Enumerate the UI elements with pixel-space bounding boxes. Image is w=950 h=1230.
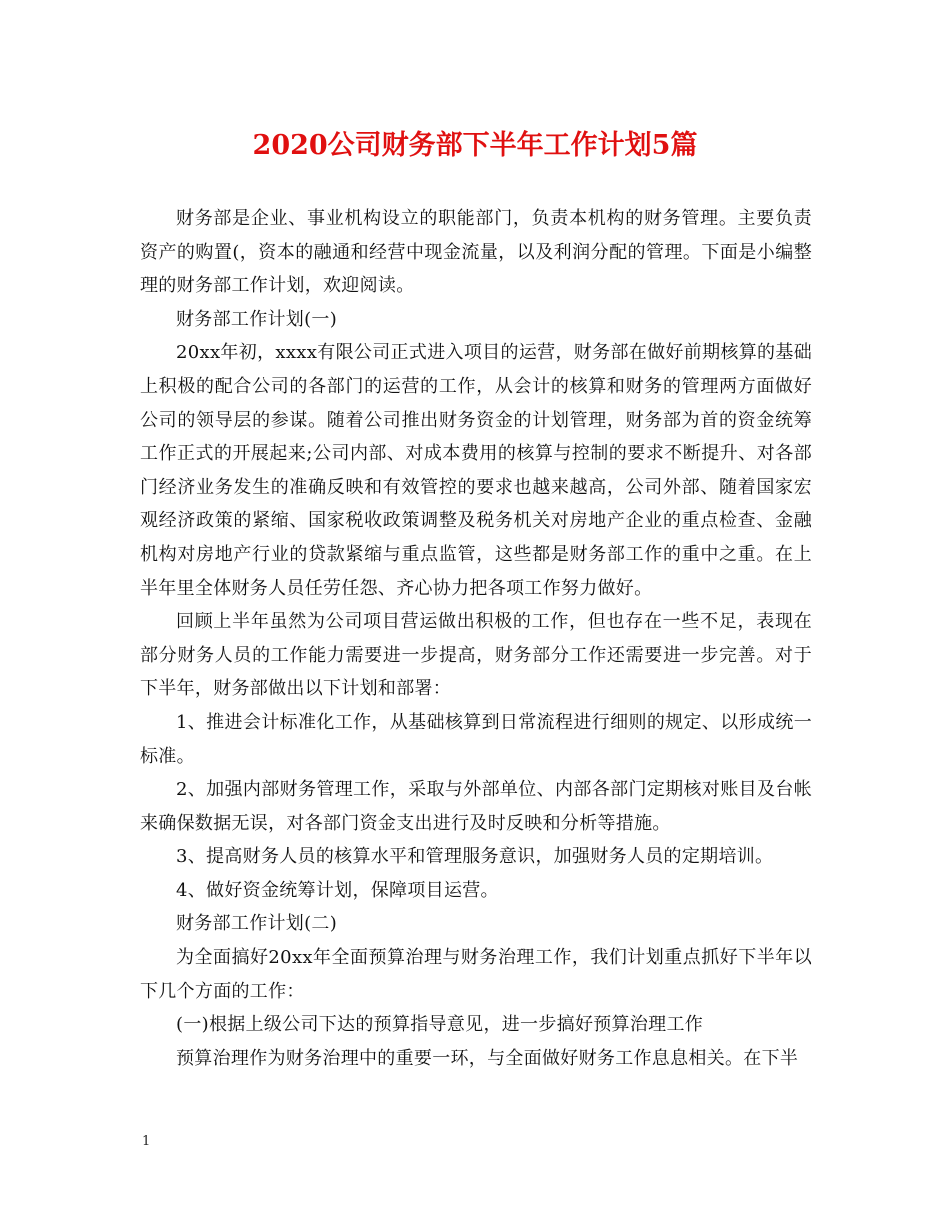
paragraph-plan-1-overview: 20xx年初，xxxx有限公司正式进入项目的运营，财务部在做好前期核算的基础上积极的配合公司的各部门的运营的工作，从会计的核算和财务的管理两方面做好公司的领导层的参谋。随着公司推出财务资金的计划管理，财务部为首的资金统筹工作正式的开展起来;公司内部、对成本费用的核算与控制的要求不断提升、对各部门经济业务发生的准确反映和有效管控的要求也越来越高，公司外部、随着国家宏观经济政策的紧缩、国家税收政策调整及税务机关对房地产企业的重点检查、金融机构对房地产行业的贷款紧缩与重点监管，这些都是财务部工作的重中之重。在上半年里全体财务人员任劳任怨、齐心协力把各项工作努力做好。 <box>140 342 812 599</box>
section-heading-plan-1: 财务部工作计划(一) <box>176 308 338 330</box>
subheading-plan-2-item-1: (一)根据上级公司下达的预算指导意见，进一步搞好预算治理工作 <box>176 1014 704 1036</box>
list-item-1: 1、推进会计标准化工作，从基础核算到日常流程进行细则的规定、以形成统一标准。 <box>140 711 812 767</box>
paragraph-plan-2-budget: 预算治理作为财务治理中的重要一环，与全面做好财务工作息息相关。在下半 <box>176 1047 799 1069</box>
paragraph-plan-1-review: 回顾上半年虽然为公司项目营运做出积极的工作，但也存在一些不足，表现在部分财务人员的工作能力需要进一步提高，财务部分工作还需要进一步完善。对于下半年，财务部做出以下计划和部署： <box>140 611 812 700</box>
list-item-4: 4、做好资金统筹计划，保障项目运营。 <box>176 879 499 901</box>
paragraph-plan-2-intro: 为全面搞好20xx年全面预算治理与财务治理工作，我们计划重点抓好下半年以下几个方面的工作： <box>140 947 812 1002</box>
section-heading-plan-2: 财务部工作计划(二) <box>176 913 338 935</box>
document-title: 2020公司财务部下半年工作计划5篇 <box>252 130 698 161</box>
list-item-2: 2、加强内部财务管理工作，采取与外部单位、内部各部门定期核对账目及台帐来确保数据无误，对各部门资金支出进行及时反映和分析等措施。 <box>140 779 812 834</box>
document-body <box>140 202 812 1075</box>
list-item-3: 3、提高财务人员的核算水平和管理服务意识，加强财务人员的定期培训。 <box>176 846 774 868</box>
page-number: 1 <box>142 1134 151 1149</box>
paragraph-intro: 财务部是企业、事业机构设立的职能部门，负责本机构的财务管理。主要负责资产的购置(，资本的融通和经营中现金流量，以及利润分配的管理。下面是小编整理的财务部工作计划，欢迎阅读。 <box>140 208 812 297</box>
